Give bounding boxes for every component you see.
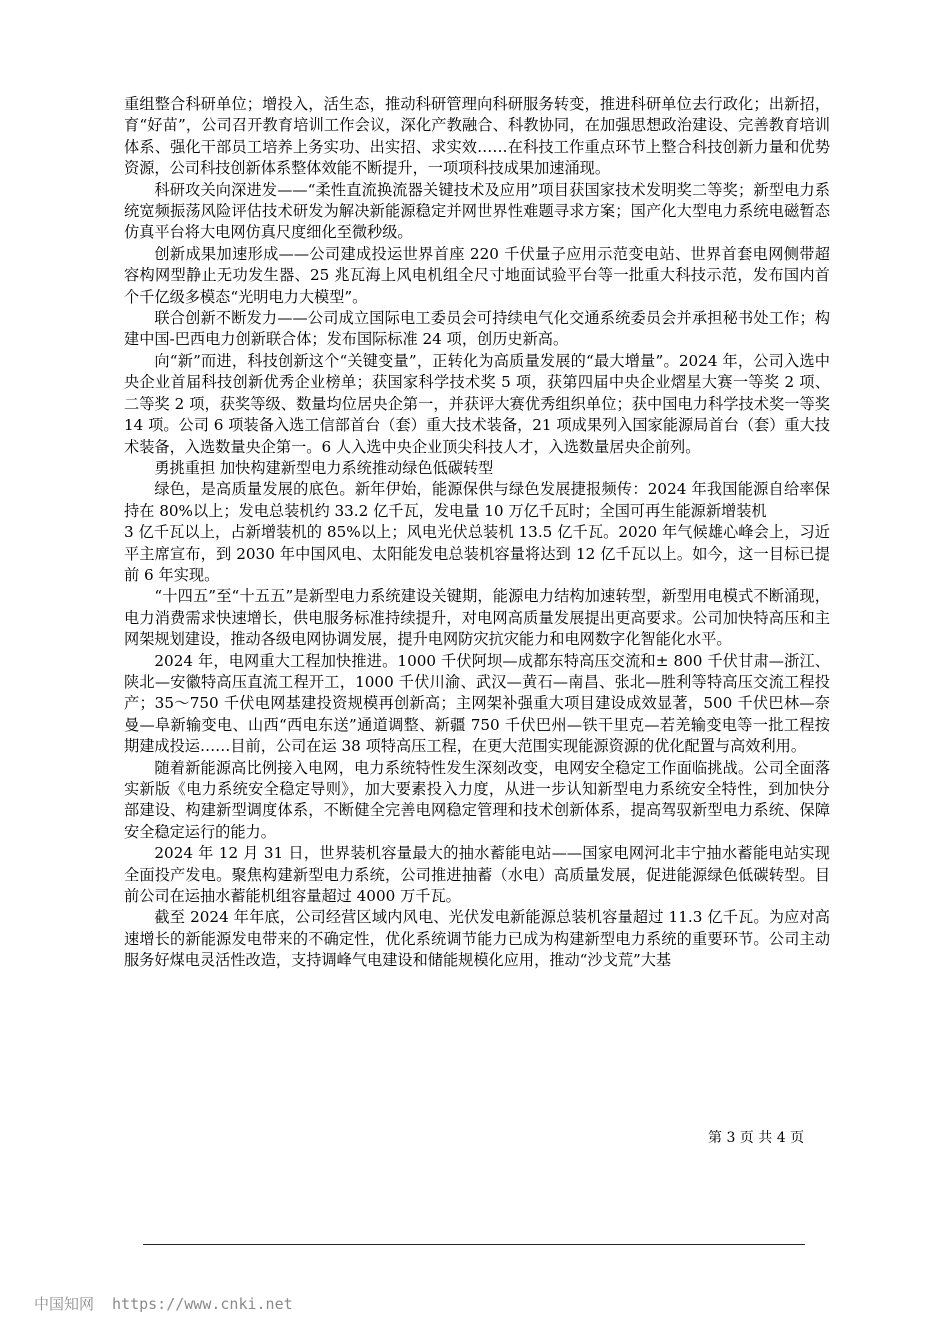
paragraph-innovation-achievements: 创新成果加速形成——公司建成投运世界首座 220 千伏量子应用示范变电站、世界首套电网侧带超容构网型静止无功发生器、25 兆瓦海上风电机组全尺寸地面试验平台等一批重大科技示范，发布国内首个千亿级多模态“光明电力大模型”。 (124, 244, 830, 306)
paragraph-grid-projects: 2024 年，电网重大工程加快推进。1000 千伏阿坝—成都东特高压交流和± 800 千伏甘肃—浙江、陕北—安徽特高压直流工程开工，1000 千伏川渝、武汉—黄石—南昌、张北—胜利等特高压交流工程投产；35～750 千伏电网基建投资规模再创新高；主网架补强重大项目建设成效显著，500 千伏巴林—奈曼—阜新输变电、山西“西电东送”通道调整、新疆 750 千伏巴州—铁干里克—若羌输变电等一批工程按期建成投运……目前，公司在运 38 项特高压工程，在更大范围实现能源资源的优化配置与高效利用。 (124, 651, 830, 756)
cnki-brand-text: 中国知网 (34, 1295, 95, 1313)
document-body (124, 94, 830, 972)
paragraph-joint-innovation: 联合创新不断发力——公司成立国际电工委员会可持续电气化交通系统委员会并承担秘书处工作；构建中国-巴西电力创新联合体；发布国际标准 24 项，创历史新高。 (124, 309, 830, 349)
paragraph-green-development: 绿色，是高质量发展的底色。新年伊始，能源保供与绿色发展捷报频传：2024 年我国能源自给率保持在 80%以上；发电总装机约 33.2 亿千瓦，发电量 10 万亿千瓦时；全国可再生能源新增装机 (124, 480, 830, 520)
cnki-watermark (34, 1294, 293, 1314)
paragraph-research-breakthroughs: 科研攻关向深进发——“柔性直流换流器关键技术及应用”项目获国家技术发明奖二等奖；新型电力系统宽频振荡风险评估技术研发为解决新能源稳定并网世界性难题寻求方案；国产化大型电力系统电磁暂态仿真平台将大电网仿真尺度细化至微秒级。 (124, 180, 830, 242)
paragraph-innovation-awards: 向“新”而进，科技创新这个“关键变量”，正转化为高质量发展的“最大增量”。2024 年，公司入选中央企业首届科技创新优秀企业榜单；获国家科学技术奖 5 项，获第四届中央企业熠星大赛一等奖 2 项、二等奖 2 项，获奖等级、数量均位居央企第一，并获评大赛优秀组织单位；获中国电力科学技术奖一等奖 14 项。公司 6 项装备入选工信部首台（套）重大技术装备，21 项成果列入国家能源局首台（套）重大技术装备，入选数量央企第一。6 人入选中央企业顶尖科技人才，入选数量居央企前列。 (124, 351, 830, 456)
paragraph-research-reorganization: 重组整合科研单位；增投入，活生态，推动科研管理向科研服务转变，推进科研单位去行政化；出新招，育“好苗”，公司召开教育培训工作会议，深化产教融合、科教协同，在加强思想政治建设、完善教育培训体系、强化干部员工培养上务实功、出实招、求实效……在科技工作重点环节上整合科技创新力量和优势资源，公司科技创新体系整体效能不断提升，一项项科技成果加速涌现。 (124, 95, 830, 178)
section-heading-green-transition: 勇挑重担 加快构建新型电力系统推动绿色低碳转型 (154, 458, 494, 477)
paragraph-five-year-plan: “十四五”至“十五五”是新型电力系统建设关键期，能源电力结构加速转型，新型用电模式不断涌现，电力消费需求快速增长，供电服务标准持续提升，对电网高质量发展提出更高要求。公司加快特高压和主网架规划建设，推动各级电网协调发展，提升电网防灾抗灾能力和电网数字化智能化水平。 (124, 587, 830, 649)
page-number: 第 3 页 共 4 页 (708, 1130, 805, 1146)
paragraph-grid-stability: 随着新能源高比例接入电网，电力系统特性发生深刻改变，电网安全稳定工作面临挑战。公司全面落实新版《电力系统安全稳定导则》，加大要素投入力度，从进一步认知新型电力系统安全特性，到加快分部建设、构建新型调度体系，不断健全完善电网稳定管理和技术创新体系，提高驾驭新型电力系统、保障安全稳定运行的能力。 (124, 758, 830, 841)
cnki-url-text: https://www.cnki.net (112, 1295, 293, 1313)
paragraph-new-energy-capacity: 截至 2024 年年底，公司经营区域内风电、光伏发电新能源总装机容量超过 11.3 亿千瓦。为应对高速增长的新能源发电带来的不确定性，优化系统调节能力已成为构建新型电力系统的重要环节。公司主动服务好煤电灵活性改造，支持调峰气电建设和储能规模化应用，推动“沙戈荒”大基 (124, 908, 830, 970)
paragraph-installed-capacity: 3 亿千瓦以上，占新增装机的 85%以上；风电光伏总装机 13.5 亿千瓦。2020 年气候雄心峰会上，习近平主席宣布，到 2030 年中国风电、太阳能发电总装机容量将达到 12 亿千瓦以上。如今，这一目标已提前 6 年实现。 (124, 523, 830, 584)
paragraph-pumped-storage: 2024 年 12 月 31 日，世界装机容量最大的抽水蓄能电站——国家电网河北丰宁抽水蓄能电站实现全面投产发电。聚焦构建新型电力系统，公司推进抽蓄（水电）高质量发展，促进能源绿色低碳转型。目前公司在运抽水蓄能机组容量超过 4000 万千瓦。 (124, 844, 830, 906)
footer-divider (143, 1244, 805, 1245)
